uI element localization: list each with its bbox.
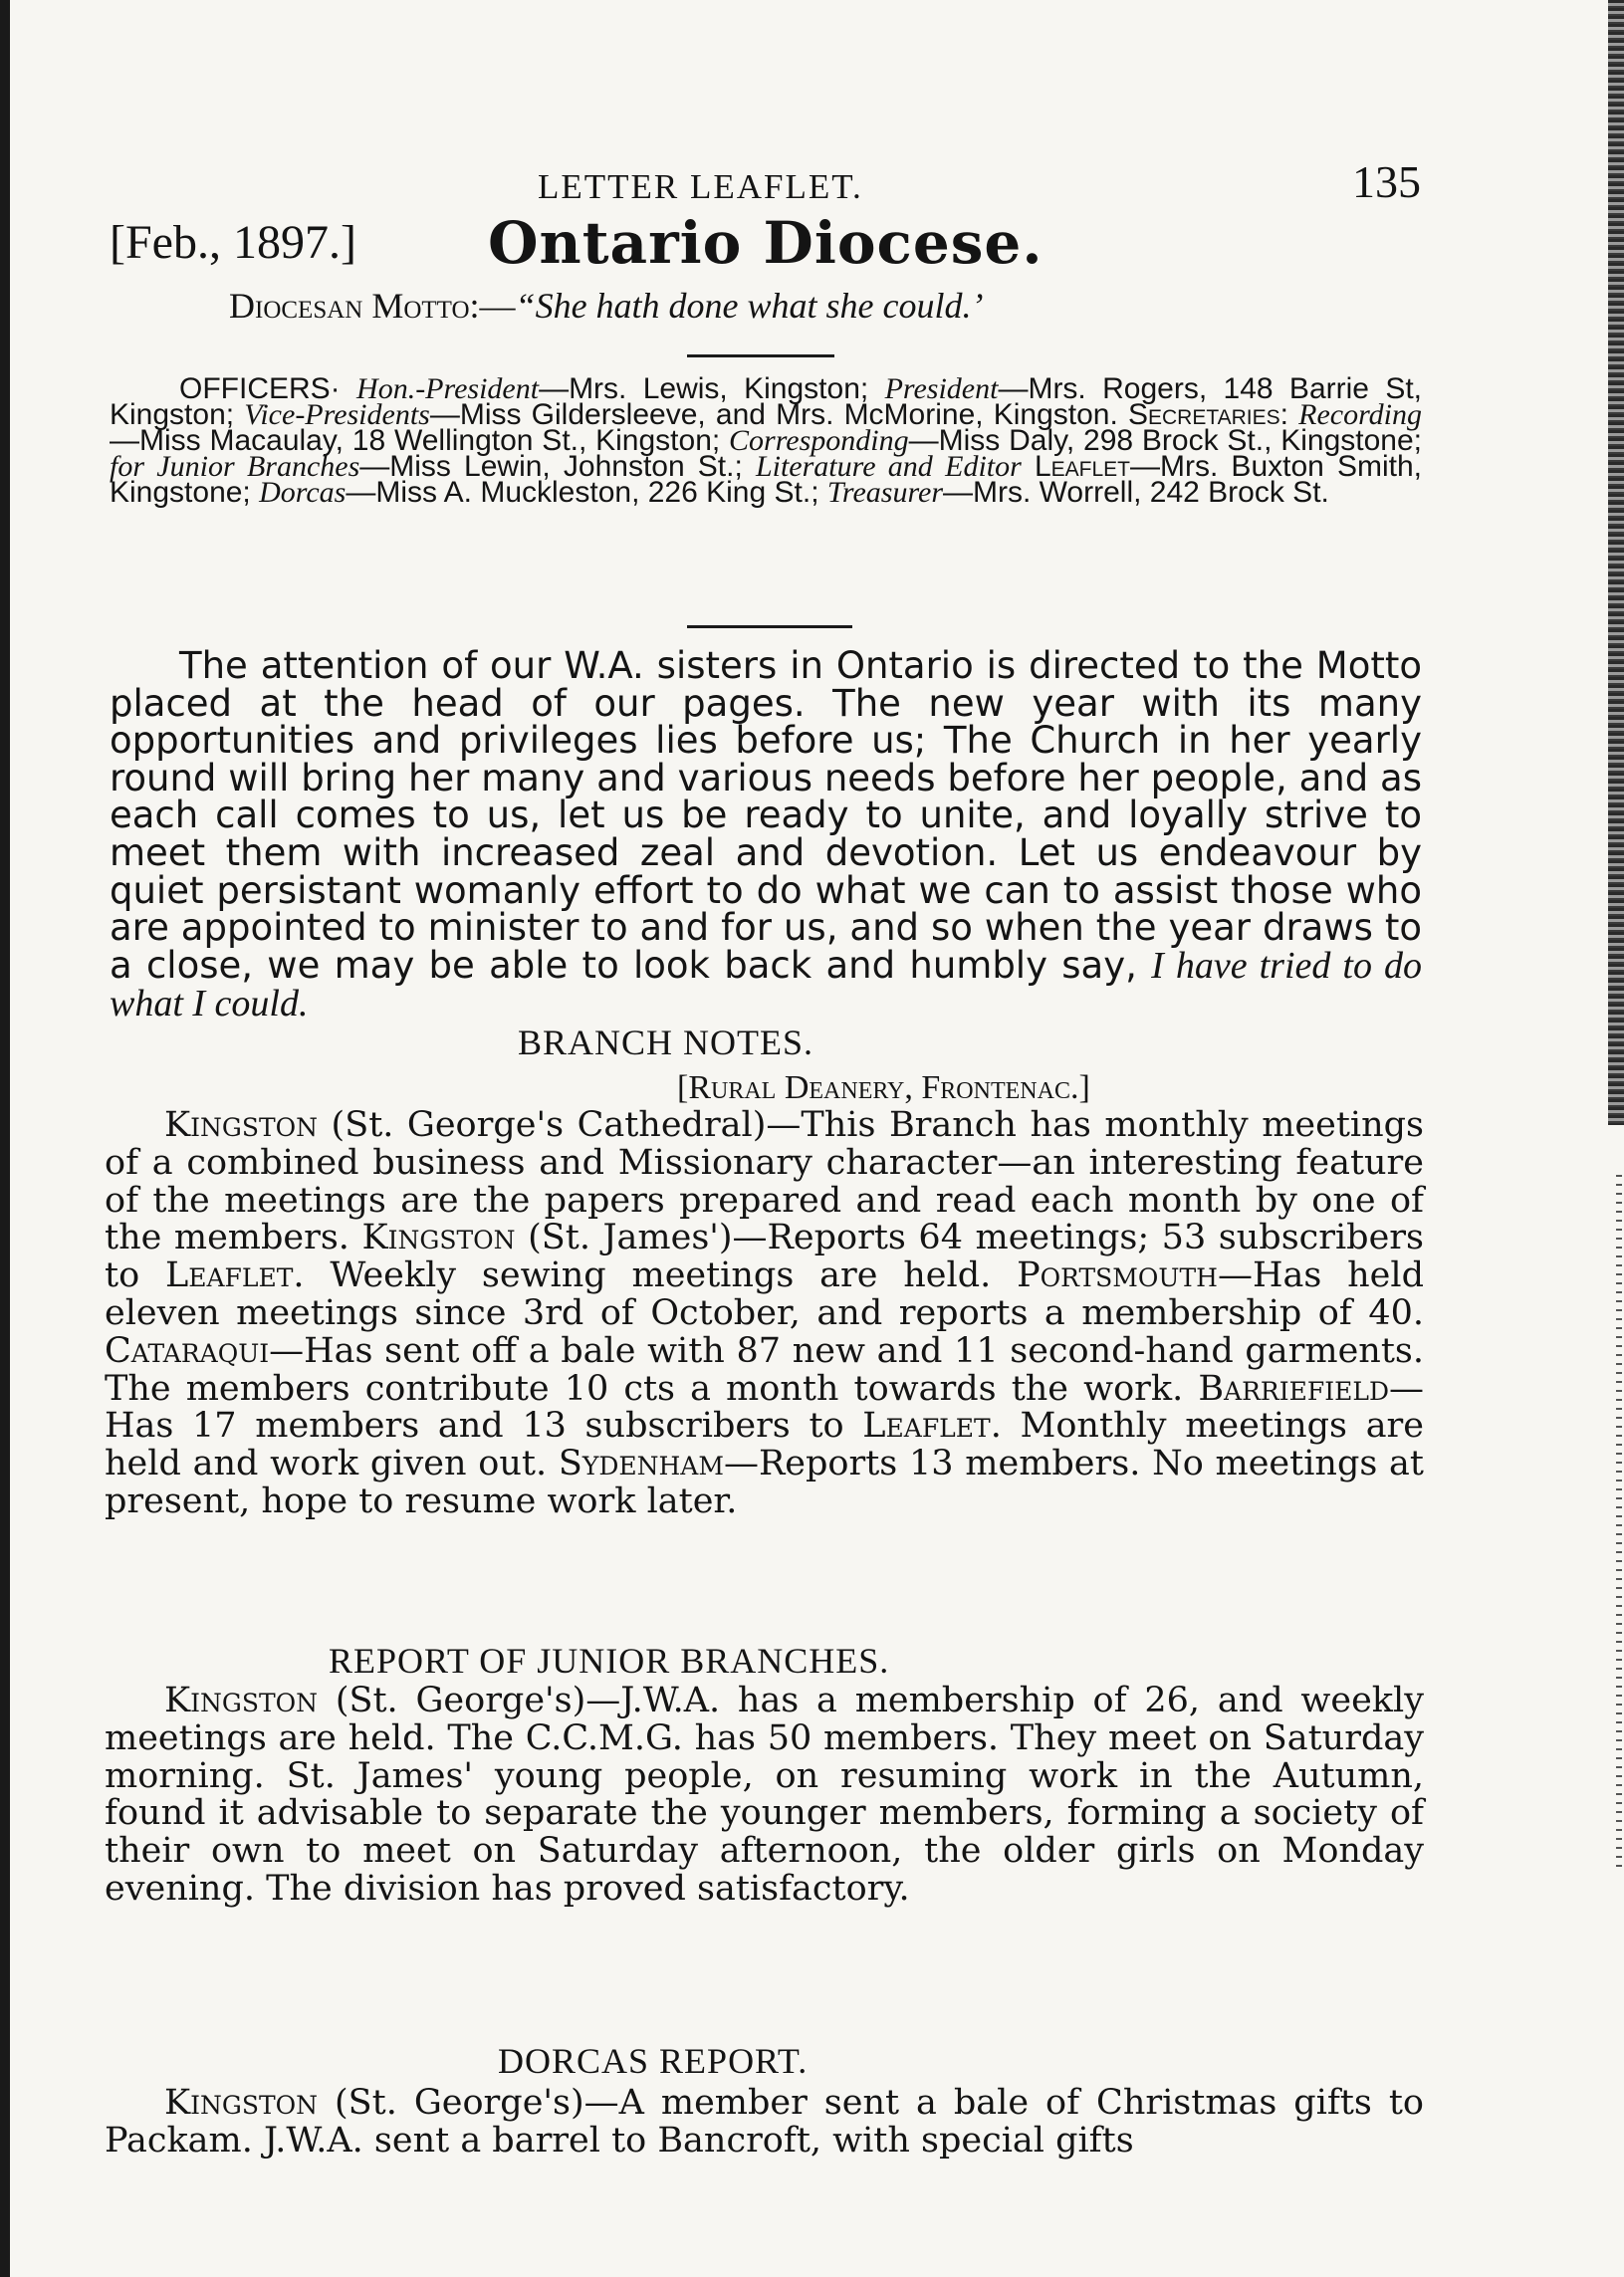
- divider-rule: [687, 625, 852, 628]
- hon-president: —Mrs. Lewis, Kingston;: [539, 372, 885, 405]
- junior-branches-heading: REPORT OF JUNIOR BRANCHES.: [329, 1641, 890, 1681]
- dorcas: —Miss A. Muckleston, 226 King St.;: [346, 476, 827, 509]
- dateline: [Feb., 1897.]: [110, 216, 356, 269]
- branch-text: . Monthly meetings are held and work given out.: [105, 1406, 1424, 1484]
- intro-text: The attention of our W.A. sisters in Ontario is directed to the Motto placed at the head of our pages. The new year with its many opportunities and privileges lies before us; The Church in her yearly round will bring her many and various needs before her people, and as each call comes to us, let us be ready to unite, and loyally strive to meet them with increased zeal and devotion. Let us endeavour by quiet persistant womanly effort to do what we can to assist those who are appointed to minister to and for us, and so when the year draws to a close, we may be able to look back and humbly say,: [110, 644, 1422, 987]
- literature: —Mrs. Buxton Smith, Kingstone;: [110, 450, 1422, 509]
- corresponding: —Miss Daly, 298 Brock St., Kingstone;: [908, 424, 1422, 457]
- intro-paragraph: [110, 644, 1422, 1025]
- secretaries-label: Secretaries: [1128, 398, 1280, 431]
- treasurer: —Mrs. Worrell, 242 Brock St.: [943, 476, 1329, 509]
- junior-branches-paragraph: [105, 1683, 1424, 1909]
- president-label: President: [884, 372, 999, 405]
- branch-text: —Reports 13 members. No meetings at present, hope to resume work later.: [105, 1444, 1424, 1521]
- dorcas-report-heading: DORCAS REPORT.: [498, 2041, 809, 2081]
- branch-portsmouth: Portsmouth: [1017, 1255, 1218, 1296]
- page-number: 135: [1352, 156, 1421, 207]
- diocesan-motto: [229, 285, 984, 327]
- branch-text: (St. George's Cathedral)—This Branch has monthly meetings of a combined business and Missionary character—an interesting feature of the meetings are the papers prepared and read each month by one of the members.: [105, 1105, 1424, 1258]
- branch-kingston-st-james: Kingston: [361, 1218, 516, 1258]
- motto-text: “She hath done what she could.’: [515, 286, 984, 326]
- deanery-line: [Rural Deanery, Frontenac.]: [677, 1069, 1090, 1106]
- recording-label: Recording: [1298, 398, 1423, 431]
- branch-notes-paragraph: [105, 1107, 1424, 1521]
- branch-barriefield: Barriefield: [1198, 1368, 1389, 1409]
- recording: —Miss Macaulay, 18 Wellington St., Kingston;: [110, 424, 730, 457]
- vice-presidents: —Miss Gildersleeve, and Mrs. McMorine, Kingston.: [429, 398, 1128, 431]
- intro-closing: I have tried to do what I could.: [110, 944, 1422, 1025]
- branch-text: (St. James')—Reports 64 meetings; 53 subscribers to: [105, 1218, 1424, 1296]
- branch-text: —Has held eleven meetings since 3rd of October, and reports a membership of 40.: [105, 1255, 1424, 1333]
- page-title: Ontario Diocese.: [488, 209, 1044, 277]
- branch-kingston-st-george: Kingston: [164, 1105, 319, 1145]
- junior-branches: —Miss Lewin, Johnston St.;: [359, 450, 756, 483]
- scan-left-border: [0, 0, 10, 2277]
- junior-branches-label: for Junior Branches: [110, 450, 360, 483]
- branch-text: —Has 17 members and 13 subscribers to: [105, 1368, 1424, 1447]
- motto-label: Diocesan Motto:—: [229, 286, 516, 326]
- scan-right-edge: [1608, 0, 1624, 1125]
- running-head: LETTER LEAFLET.: [538, 167, 863, 206]
- divider-rule: [687, 354, 834, 357]
- leaflet-word: Leaflet: [1034, 450, 1130, 483]
- dorcas-label: Dorcas: [259, 476, 347, 509]
- treasurer-label: Treasurer: [826, 476, 943, 509]
- corresponding-label: Corresponding: [729, 424, 909, 457]
- branch-text: —Has sent off a bale with 87 new and 11 second-hand garments. The members contribute 10 cts a month towards the work.: [105, 1330, 1424, 1409]
- scan-right-edge-marks: [1616, 1175, 1622, 1872]
- dorcas-report-paragraph: [105, 2085, 1424, 2161]
- branch-cataraqui: Cataraqui: [105, 1330, 270, 1371]
- literature-label: Literature and Editor: [755, 450, 1022, 483]
- leaflet-word: Leaflet: [164, 1255, 294, 1296]
- hon-president-label: Hon.-President: [356, 372, 540, 405]
- officers-label: OFFICERS·: [179, 372, 341, 405]
- branch-notes-heading: BRANCH NOTES.: [518, 1023, 814, 1062]
- president: —Mrs. Rogers, 148 Barrie St, Kingston;: [110, 372, 1422, 431]
- branch-sydenham: Sydenham: [558, 1444, 724, 1484]
- leaflet-word: Leaflet: [862, 1406, 991, 1447]
- secretaries-sep: :: [1279, 398, 1299, 431]
- junior-kingston: Kingston: [164, 1681, 319, 1720]
- dorcas-text: (St. George's)—A member sent a bale of Christmas gifts to Packam. J.W.A. sent a barrel to Bancroft, with special gifts: [105, 2083, 1424, 2161]
- dorcas-kingston: Kingston: [164, 2083, 319, 2123]
- branch-text: . Weekly sewing meetings are held.: [293, 1255, 1018, 1296]
- vice-presidents-label: Vice-Presidents: [244, 398, 430, 431]
- officers-block: [110, 372, 1423, 509]
- junior-text: (St. George's)—J.W.A. has a membership of 26, and weekly meetings are held. The C.C.M.G. has 50 members. They meet on Saturday morning. St. James' young people, on resuming work in the Autumn, found it advisable to separate the younger members, forming a society of their own to meet on Saturday afternoon, the older girls on Monday evening. The division has proved satisfactory.: [105, 1681, 1424, 1909]
